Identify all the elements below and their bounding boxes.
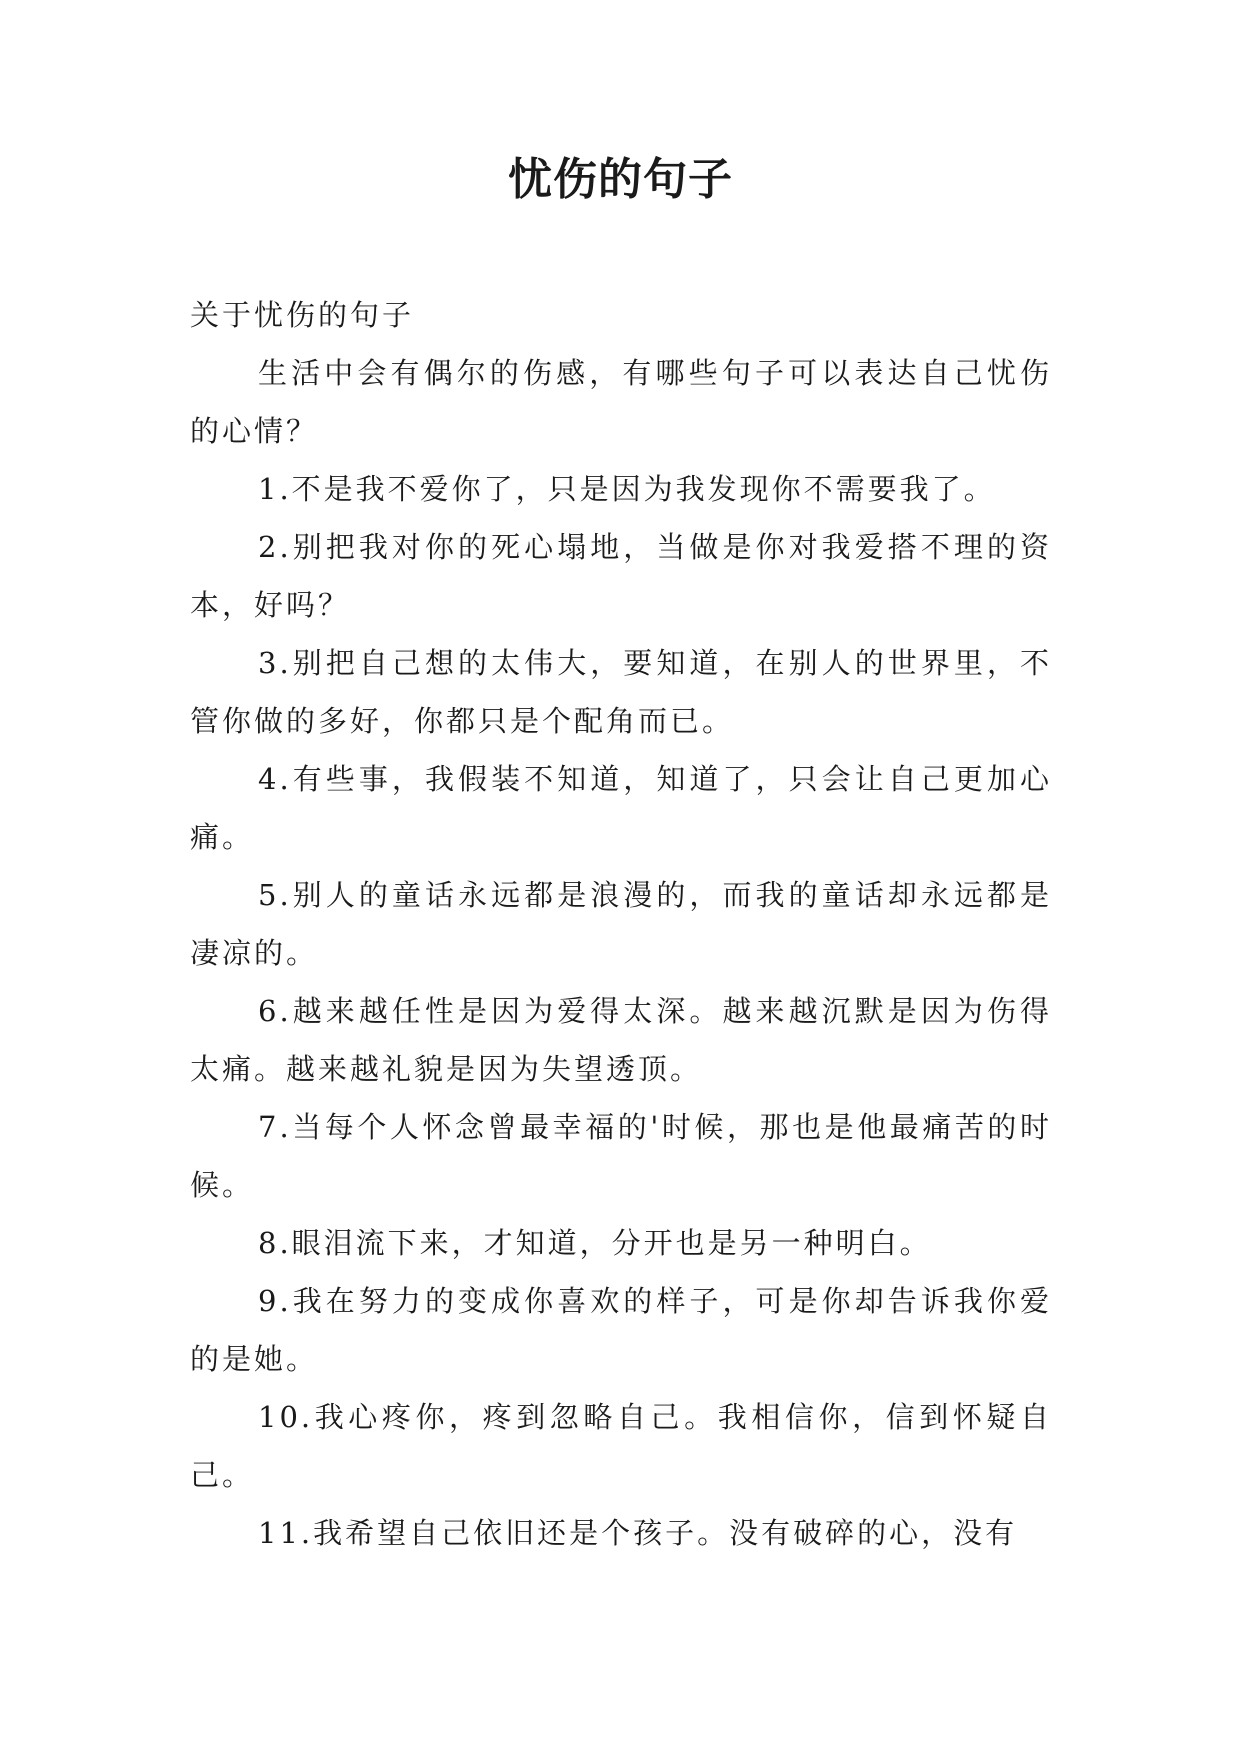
paragraph-1: 1.不是我不爱你了，只是因为我发现你不需要我了。 <box>258 472 996 506</box>
paragraph-3: 3.别把自己想的太伟大，要知道，在别人的世界里，不管你做的多好，你都只是个配角而已。 <box>190 646 1052 738</box>
intro-heading: 关于忧伤的句子 <box>190 298 415 332</box>
paragraph-4: 4.有些事，我假装不知道，知道了，只会让自己更加心痛。 <box>190 762 1052 854</box>
document-body <box>190 286 1052 1562</box>
paragraph-5: 5.别人的童话永远都是浪漫的，而我的童话却永远都是凄凉的。 <box>190 878 1052 970</box>
document-title: 忧伤的句子 <box>508 154 733 205</box>
paragraph-2: 2.别把我对你的死心塌地，当做是你对我爱搭不理的资本，好吗？ <box>190 530 1052 622</box>
paragraph-8: 8.眼泪流下来，才知道，分开也是另一种明白。 <box>258 1226 932 1260</box>
paragraph-10: 10.我心疼你，疼到忽略自己。我相信你，信到怀疑自己。 <box>190 1400 1052 1492</box>
paragraph-intro: 生活中会有偶尔的伤感，有哪些句子可以表达自己忧伤的心情？ <box>190 356 1052 448</box>
paragraph-7: 7.当每个人怀念曾最幸福的'时候，那也是他最痛苦的时候。 <box>190 1110 1052 1202</box>
paragraph-11: 11.我希望自己依旧还是个孩子。没有破碎的心，没有 <box>258 1516 1018 1550</box>
paragraph-6: 6.越来越任性是因为爱得太深。越来越沉默是因为伤得太痛。越来越礼貌是因为失望透顶。 <box>190 994 1052 1086</box>
paragraph-9: 9.我在努力的变成你喜欢的样子，可是你却告诉我你爱的是她。 <box>190 1284 1052 1376</box>
